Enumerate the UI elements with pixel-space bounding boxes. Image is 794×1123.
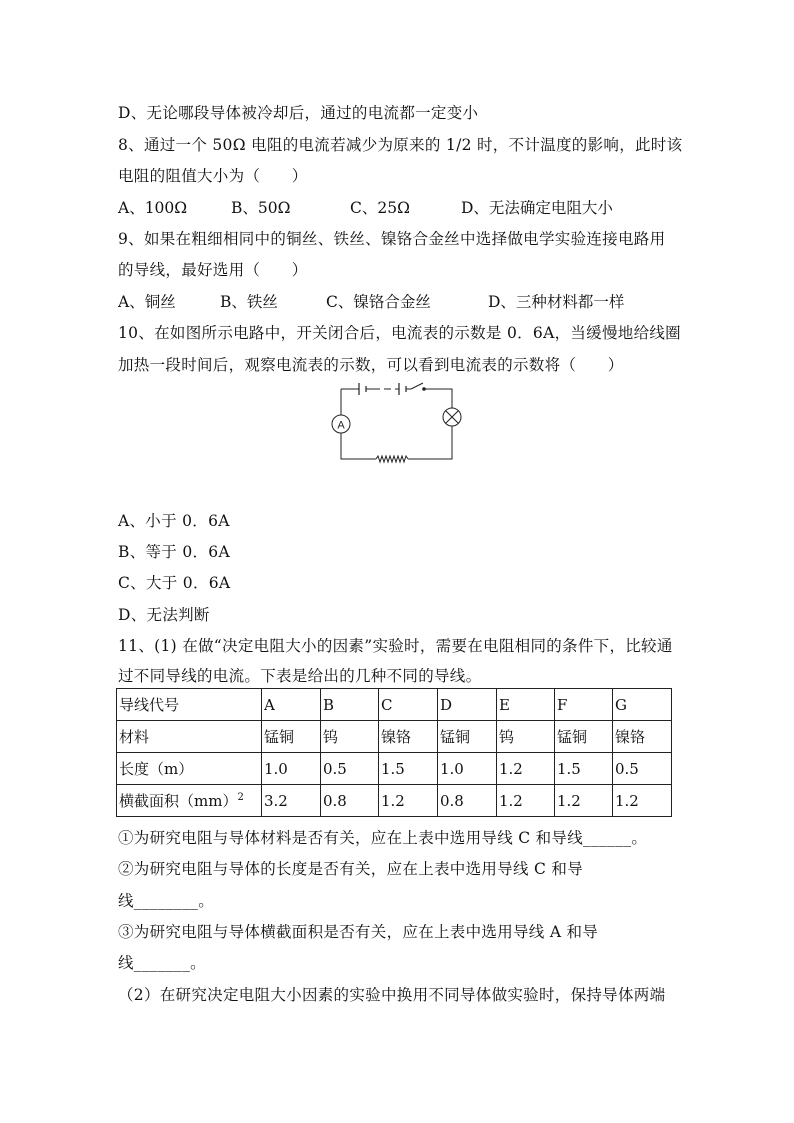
table-cell: 0.8: [321, 785, 379, 817]
table-cell: 1.2: [497, 753, 555, 785]
table-row: [117, 721, 672, 753]
q9-stem-line1: 9、如果在粗细相同中的铜丝、铁丝、镍铬合金丝中选择做电学实验连接电路用: [118, 230, 666, 248]
q9-options: [118, 290, 678, 310]
q8-options: [118, 196, 678, 216]
table-cell: A: [262, 689, 321, 721]
q8-stem-line2: 电阻的阻值大小为（ ）: [118, 167, 308, 185]
table-cell: 镍铬: [379, 721, 438, 753]
area-superscript: 2: [237, 792, 244, 803]
q11-subq-2-line1: ②为研究电阻与导体的长度是否有关，应在上表中选用导线 C 和导: [118, 860, 584, 878]
q10-option-a: A、小于 0．6A: [118, 512, 230, 530]
table-cell: 材料: [117, 721, 262, 753]
table-cell: 锰铜: [262, 721, 321, 753]
q10-option-c: C、大于 0．6A: [118, 574, 231, 592]
table-cell: 导线代号: [117, 689, 262, 721]
circuit-diagram: [328, 380, 468, 465]
q8-option-a: A、100Ω: [118, 199, 188, 217]
q9-option-a: A、铜丝: [118, 293, 176, 311]
switch-contact-icon: [423, 388, 426, 391]
table-cell: 1.2: [379, 785, 438, 817]
table-cell: B: [321, 689, 379, 721]
q11-subq-1: ①为研究电阻与导体材料是否有关，应在上表中选用导线 C 和导线______。: [118, 829, 648, 847]
table-cell: 3.2: [262, 785, 321, 817]
table-cell: C: [379, 689, 438, 721]
table-cell: F: [555, 689, 613, 721]
q11-stem-line2: 过不同导线的电流。下表是给出的几种不同的导线。: [118, 667, 482, 685]
q11-subq-3-line1: ③为研究电阻与导体横截面积是否有关，应在上表中选用导线 A 和导: [118, 923, 599, 941]
table-cell: D: [438, 689, 497, 721]
table-cell: 钨: [321, 721, 379, 753]
table-cell: 镍铬: [613, 721, 672, 753]
circuit-wire: [341, 389, 452, 459]
q9-option-d: D、三种材料都一样: [488, 293, 625, 311]
table-cell: 锰铜: [555, 721, 613, 753]
resistor-coil-icon: [376, 456, 408, 462]
table-cell: 锰铜: [438, 721, 497, 753]
table-cell: 钨: [497, 721, 555, 753]
q10-stem-line2: 加热一段时间后，观察电流表的示数，可以看到电流表的示数将（ ）: [118, 356, 624, 374]
table-cell: 长度（m）: [117, 753, 262, 785]
q8-option-d: D、无法确定电阻大小: [461, 199, 613, 217]
table-row: [117, 785, 672, 817]
battery-cell-icon: [359, 383, 366, 395]
q9-stem-line2: 的导线，最好选用（ ）: [118, 261, 308, 279]
table-cell: 1.0: [438, 753, 497, 785]
table-cell: 1.2: [613, 785, 672, 817]
q7-option-d: D、无论哪段导体被冷却后，通过的电流都一定变小: [118, 104, 479, 122]
q10-stem-line1: 10、在如图所示电路中，开关闭合后，电流表的示数是 0．6A，当缓慢地给线圈: [118, 324, 681, 342]
table-cell: 1.5: [379, 753, 438, 785]
battery-cell-icon: [399, 383, 406, 395]
table-cell: E: [497, 689, 555, 721]
table-cell: 0.8: [438, 785, 497, 817]
table-row: [117, 689, 672, 721]
q9-option-b: B、铁丝: [220, 293, 278, 311]
q8-stem-line1: 8、通过一个 50Ω 电阻的电流若减少为原来的 1/2 时，不计温度的影响，此时该: [118, 136, 683, 154]
q11-stem-line1: 11、(1) 在做“决定电阻大小的因素”实验时，需要在电阻相同的条件下，比较通: [118, 637, 673, 655]
q8-option-c: C、25Ω: [350, 199, 410, 217]
table-cell: G: [613, 689, 672, 721]
table-cell: 0.5: [613, 753, 672, 785]
table-row: [117, 753, 672, 785]
q9-option-c: C、镍铬合金丝: [326, 293, 431, 311]
table-cell: [117, 785, 262, 817]
lamp-cross: [446, 411, 459, 424]
table-cell: 1.0: [262, 753, 321, 785]
q11-part2-line1: （2）在研究决定电阻大小因素的实验中换用不同导体做实验时，保持导体两端: [118, 986, 666, 1004]
ammeter-label: A: [337, 419, 345, 432]
table-cell: 1.5: [555, 753, 613, 785]
table-cell: 1.2: [555, 785, 613, 817]
table-cell: 0.5: [321, 753, 379, 785]
switch-icon: [406, 383, 423, 389]
q10-option-b: B、等于 0．6A: [118, 543, 230, 561]
area-label: 横截面积（mm）: [119, 792, 238, 810]
q10-option-d: D、无法判断: [118, 606, 210, 624]
wire-table: [116, 688, 672, 817]
q11-subq-2-line2: 线________。: [118, 892, 215, 910]
q11-subq-3-line2: 线_______。: [118, 954, 206, 972]
q8-option-b: B、50Ω: [231, 199, 291, 217]
table-cell: 1.2: [497, 785, 555, 817]
